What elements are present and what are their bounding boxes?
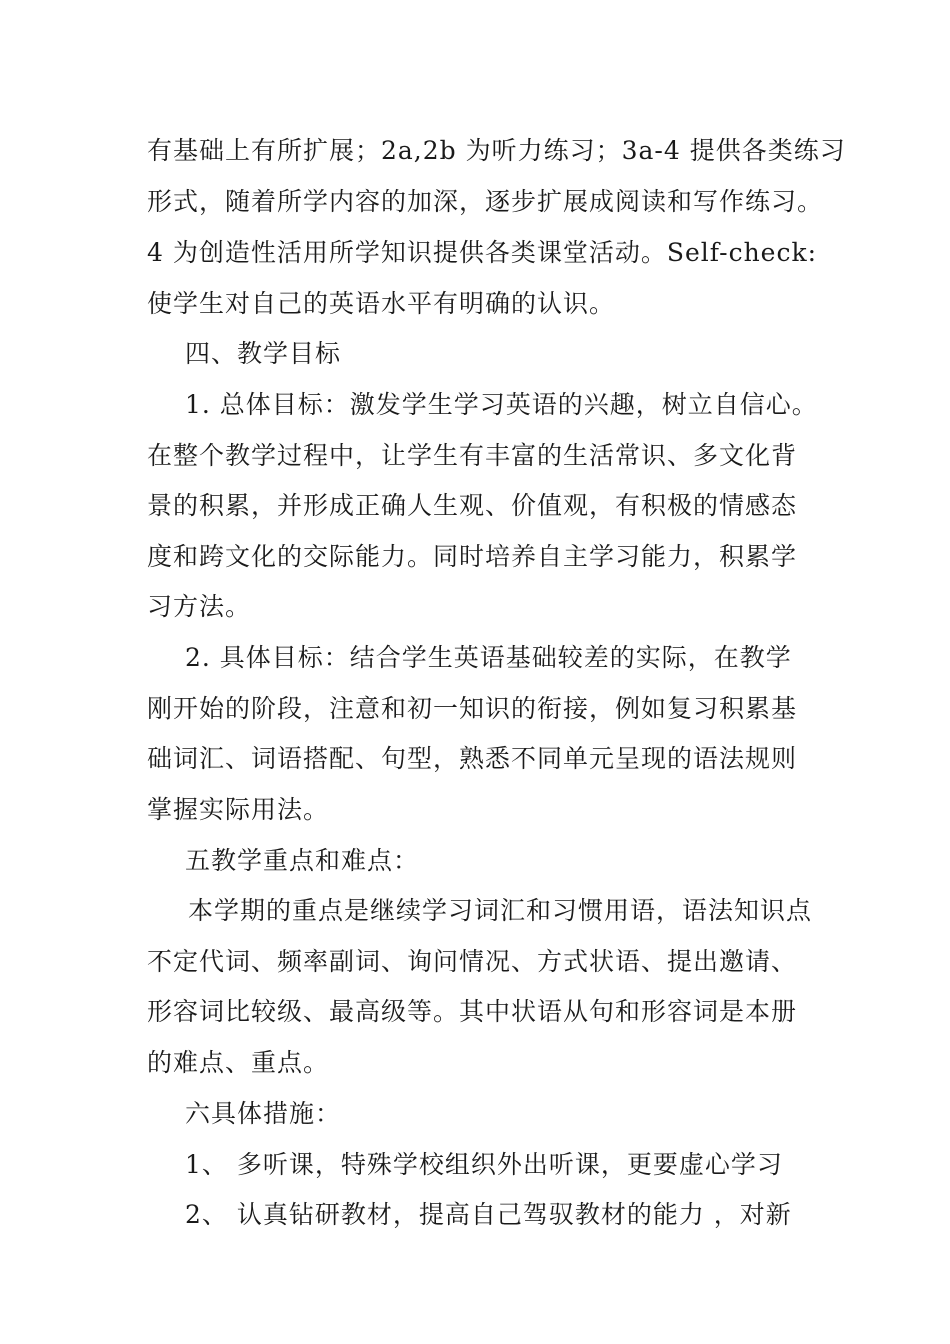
paragraph-line: 使学生对自己的英语水平有明确的认识。 [147, 289, 616, 318]
paragraph-line: 有基础上有所扩展；2a,2b 为听力练习；3a-4 提供各类练习 [147, 136, 846, 165]
paragraph-line: 4 为创造性活用所学知识提供各类课堂活动。Self-check: [147, 238, 818, 267]
paragraph-line: 掌握实际用法。 [147, 795, 330, 824]
paragraph-line: 在整个教学过程中，让学生有丰富的生活常识、多文化背 [147, 441, 798, 470]
paragraph-line: 1. 总体目标：激发学生学习英语的兴趣，树立自信心。 [185, 390, 818, 419]
paragraph-line: 的难点、重点。 [147, 1048, 330, 1077]
paragraph-line: 形容词比较级、最高级等。其中状语从句和形容词是本册 [147, 997, 798, 1026]
section-heading: 六具体措施： [185, 1099, 342, 1128]
section-heading: 五教学重点和难点： [185, 846, 420, 875]
paragraph-line: 习方法。 [147, 592, 252, 621]
paragraph-line: 不定代词、频率副词、询问情况、方式状语、提出邀请、 [147, 947, 798, 976]
paragraph-line: 础词汇、词语搭配、句型，熟悉不同单元呈现的语法规则 [147, 744, 798, 773]
section-heading: 四、教学目标 [185, 339, 342, 368]
paragraph-line: 刚开始的阶段，注意和初一知识的衔接，例如复习积累基 [147, 694, 798, 723]
paragraph-line: 本学期的重点是继续学习词汇和习惯用语，语法知识点 [188, 896, 813, 925]
paragraph-line: 景的积累，并形成正确人生观、价值观，有积极的情感态 [147, 491, 798, 520]
list-item: 2、 认真钻研教材，提高自己驾驭教材的能力 ，对新 [185, 1200, 792, 1229]
paragraph-line: 度和跨文化的交际能力。同时培养自主学习能力，积累学 [147, 542, 798, 571]
paragraph-line: 形式，随着所学内容的加深，逐步扩展成阅读和写作练习。 [147, 187, 824, 216]
paragraph-line: 2. 具体目标：结合学生英语基础较差的实际，在教学 [185, 643, 792, 672]
list-item: 1、 多听课，特殊学校组织外出听课，更要虚心学习 [185, 1150, 783, 1179]
